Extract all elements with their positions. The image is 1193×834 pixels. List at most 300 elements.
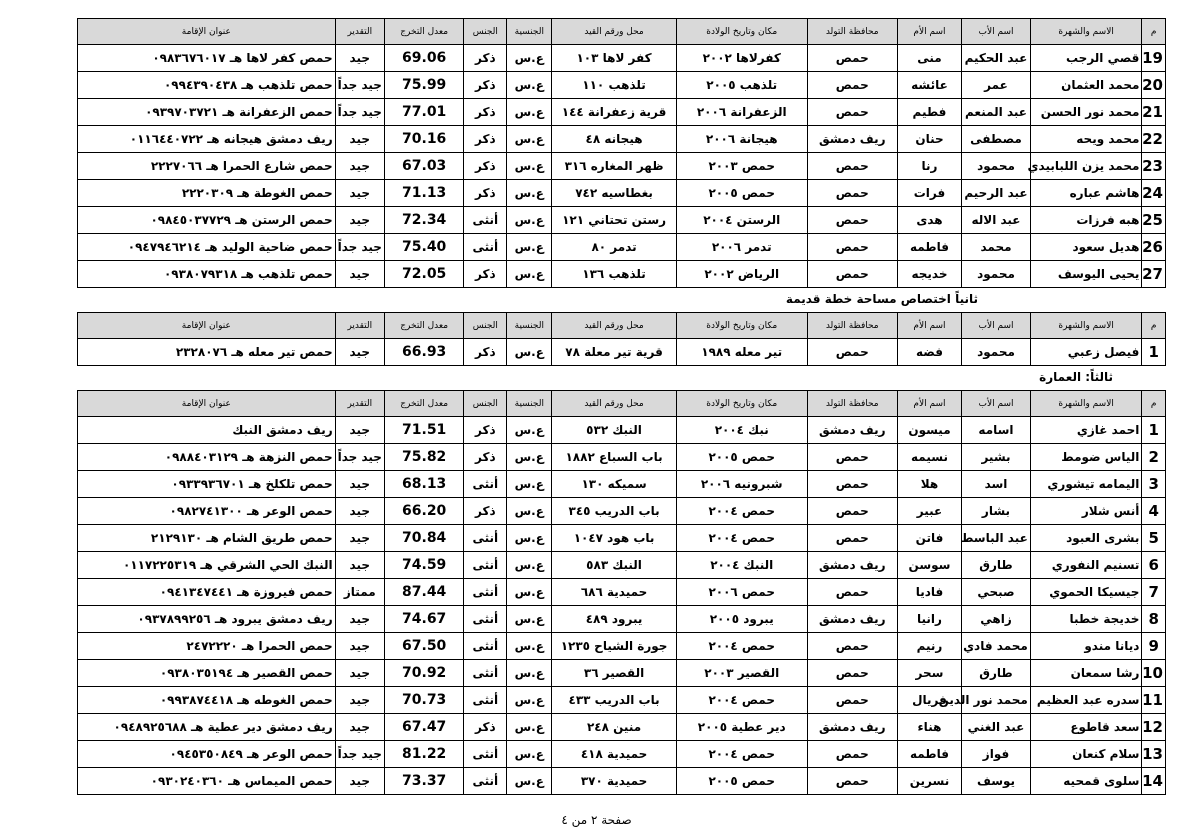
cell-birth-place-date: الرستن ٢٠٠٤: [676, 207, 807, 234]
cell-mother-name: فرات: [897, 180, 961, 207]
cell-birth-governorate: ريف دمشق: [807, 714, 897, 741]
table-row: [78, 444, 1166, 471]
cell-residence-address: حمص تلذهب هـ ٠٩٣٨٠٧٩٣١٨: [78, 261, 336, 288]
cell-birth-place-date: حمص ٢٠٠٦: [676, 579, 807, 606]
table-row: [78, 606, 1166, 633]
header-mother-name: اسم الأم: [897, 391, 961, 417]
cell-registry-place-number: يبرود ٤٨٩: [552, 606, 676, 633]
cell-grade: جيد: [335, 207, 384, 234]
cell-graduation-average: 75.82: [384, 444, 463, 471]
cell-nationality: ع.س: [507, 498, 552, 525]
table-row: [78, 45, 1166, 72]
cell-graduation-average: 81.22: [384, 741, 463, 768]
cell-graduation-average: 67.47: [384, 714, 463, 741]
cell-row-number: 12: [1142, 714, 1166, 741]
cell-grade: جيد جداً: [335, 234, 384, 261]
cell-birth-place-date: حمص ٢٠٠٤: [676, 741, 807, 768]
cell-residence-address: حمص شارع الحمرا هـ ٢٢٢٧٠٦٦: [78, 153, 336, 180]
cell-birth-place-date: حمص ٢٠٠٥: [676, 768, 807, 795]
section2-heading: ثانياً اختصاص مساحة خطة قديمة: [785, 292, 978, 306]
table-header-row: [78, 19, 1166, 45]
cell-birth-governorate: حمص: [807, 660, 897, 687]
header-graduation-average: معدل التخرج: [384, 313, 463, 339]
cell-graduation-average: 67.03: [384, 153, 463, 180]
cell-registry-place-number: باب الدريب ٤٣٣: [552, 687, 676, 714]
table-row: [78, 153, 1166, 180]
table-row: [78, 180, 1166, 207]
cell-birth-governorate: حمص: [807, 768, 897, 795]
cell-nationality: ع.س: [507, 741, 552, 768]
cell-father-name: صبحي: [962, 579, 1031, 606]
cell-student-name: أنس شلار: [1030, 498, 1142, 525]
cell-gender: ذكر: [464, 261, 507, 288]
cell-student-name: سعد قاطوع: [1030, 714, 1142, 741]
cell-registry-place-number: قرية زعفرانة ١٤٤: [552, 99, 676, 126]
students-table-section1: [77, 18, 1166, 288]
cell-birth-governorate: حمص: [807, 180, 897, 207]
cell-father-name: مصطفى: [962, 126, 1031, 153]
cell-grade: جيد: [335, 714, 384, 741]
cell-father-name: عبد المنعم: [962, 99, 1031, 126]
cell-father-name: محمد: [962, 234, 1031, 261]
cell-row-number: 10: [1142, 660, 1166, 687]
header-residence-address: عنوان الإقامة: [78, 313, 336, 339]
cell-birth-governorate: حمص: [807, 741, 897, 768]
cell-registry-place-number: القصير ٣٦: [552, 660, 676, 687]
header-birth-governorate: محافظة التولد: [807, 391, 897, 417]
cell-father-name: محمد نور الدين: [962, 687, 1031, 714]
cell-student-name: محمد نور الحسن: [1030, 99, 1142, 126]
cell-mother-name: نسرين: [897, 768, 961, 795]
table-header-row: [78, 313, 1166, 339]
cell-grade: جيد: [335, 339, 384, 366]
cell-birth-place-date: حمص ٢٠٠٤: [676, 525, 807, 552]
cell-gender: ذكر: [464, 714, 507, 741]
cell-row-number: 1: [1142, 339, 1166, 366]
cell-nationality: ع.س: [507, 417, 552, 444]
cell-father-name: محمود: [962, 339, 1031, 366]
cell-gender: أنثى: [464, 234, 507, 261]
cell-student-name: هاشم عباره: [1030, 180, 1142, 207]
table-row: [78, 741, 1166, 768]
cell-father-name: طارق: [962, 552, 1031, 579]
table-row: [78, 768, 1166, 795]
cell-residence-address: حمص طريق الشام هـ ٢١٢٩١٣٠: [78, 525, 336, 552]
cell-father-name: عبد الاله: [962, 207, 1031, 234]
cell-father-name: عبد الباسط: [962, 525, 1031, 552]
table-row: [78, 687, 1166, 714]
students-table-section3: [77, 390, 1166, 795]
cell-student-name: خديجة خطبا: [1030, 606, 1142, 633]
cell-residence-address: حمص الوعر هـ ٠٩٤٥٣٥٠٨٤٩: [78, 741, 336, 768]
cell-gender: أنثى: [464, 525, 507, 552]
cell-graduation-average: 74.67: [384, 606, 463, 633]
cell-birth-place-date: الرياض ٢٠٠٢: [676, 261, 807, 288]
cell-nationality: ع.س: [507, 660, 552, 687]
cell-father-name: اسد: [962, 471, 1031, 498]
table-row: [78, 633, 1166, 660]
cell-gender: ذكر: [464, 126, 507, 153]
cell-mother-name: فاديا: [897, 579, 961, 606]
cell-grade: جيد: [335, 552, 384, 579]
cell-nationality: ع.س: [507, 234, 552, 261]
cell-gender: أنثى: [464, 606, 507, 633]
cell-graduation-average: 74.59: [384, 552, 463, 579]
cell-student-name: سلام كنعان: [1030, 741, 1142, 768]
cell-graduation-average: 70.73: [384, 687, 463, 714]
cell-residence-address: حمص الحمرا هـ ٢٤٧٢٢٢٠: [78, 633, 336, 660]
table-row: [78, 261, 1166, 288]
cell-grade: جيد: [335, 687, 384, 714]
cell-row-number: 8: [1142, 606, 1166, 633]
cell-row-number: 21: [1142, 99, 1166, 126]
cell-birth-place-date: كفرلاها ٢٠٠٢: [676, 45, 807, 72]
section3-heading: ثالثاً: العمارة: [1039, 370, 1113, 384]
cell-nationality: ع.س: [507, 153, 552, 180]
cell-gender: ذكر: [464, 444, 507, 471]
table-row: [78, 126, 1166, 153]
cell-father-name: طارق: [962, 660, 1031, 687]
cell-mother-name: عبير: [897, 498, 961, 525]
table-row: [78, 498, 1166, 525]
table-row: [78, 660, 1166, 687]
cell-grade: جيد: [335, 471, 384, 498]
cell-gender: أنثى: [464, 633, 507, 660]
cell-residence-address: ريف دمشق دير عطية هـ ٠٩٤٨٩٢٥٦٨٨: [78, 714, 336, 741]
cell-residence-address: حمص القصير هـ ٠٩٣٨٠٣٥١٩٤: [78, 660, 336, 687]
cell-mother-name: هدى: [897, 207, 961, 234]
cell-registry-place-number: تلذهب ١١٠: [552, 72, 676, 99]
header-graduation-average: معدل التخرج: [384, 19, 463, 45]
cell-student-name: محمد يزن اللبابيدي: [1030, 153, 1142, 180]
cell-birth-governorate: حمص: [807, 45, 897, 72]
students-table-section2: [77, 312, 1166, 366]
cell-gender: أنثى: [464, 471, 507, 498]
cell-grade: جيد جداً: [335, 99, 384, 126]
table-row: [78, 234, 1166, 261]
cell-registry-place-number: هيجانه ٤٨: [552, 126, 676, 153]
cell-mother-name: فاطمه: [897, 234, 961, 261]
cell-father-name: اسامه: [962, 417, 1031, 444]
cell-student-name: قصي الرجب: [1030, 45, 1142, 72]
cell-student-name: هبه فرزات: [1030, 207, 1142, 234]
cell-gender: ذكر: [464, 45, 507, 72]
cell-grade: ممتاز: [335, 579, 384, 606]
cell-graduation-average: 67.50: [384, 633, 463, 660]
cell-registry-place-number: حميدية ٣٧٠: [552, 768, 676, 795]
header-residence-address: عنوان الإقامة: [78, 391, 336, 417]
cell-gender: أنثى: [464, 768, 507, 795]
header-registry-place-number: محل ورقم القيد: [552, 313, 676, 339]
cell-student-name: يحيى اليوسف: [1030, 261, 1142, 288]
cell-birth-place-date: حمص ٢٠٠٤: [676, 633, 807, 660]
table-header-row: [78, 391, 1166, 417]
header-birth-governorate: محافظة التولد: [807, 313, 897, 339]
cell-grade: جيد: [335, 153, 384, 180]
cell-residence-address: ريف دمشق يبرود هـ ٠٩٣٧٨٩٩٢٥٦: [78, 606, 336, 633]
cell-residence-address: حمص الغوطة هـ ٢٢٢٠٣٠٩: [78, 180, 336, 207]
cell-student-name: ديانا مندو: [1030, 633, 1142, 660]
cell-birth-governorate: حمص: [807, 471, 897, 498]
cell-mother-name: فطيم: [897, 99, 961, 126]
header-mother-name: اسم الأم: [897, 19, 961, 45]
cell-residence-address: ريف دمشق هيجانه هـ ٠١١٦٤٤٠٧٢٢: [78, 126, 336, 153]
cell-nationality: ع.س: [507, 261, 552, 288]
cell-nationality: ع.س: [507, 606, 552, 633]
cell-grade: جيد جداً: [335, 444, 384, 471]
cell-grade: جيد: [335, 45, 384, 72]
cell-nationality: ع.س: [507, 687, 552, 714]
cell-gender: أنثى: [464, 579, 507, 606]
cell-registry-place-number: النبك ٥٣٢: [552, 417, 676, 444]
cell-row-number: 23: [1142, 153, 1166, 180]
cell-mother-name: هناء: [897, 714, 961, 741]
cell-gender: ذكر: [464, 180, 507, 207]
cell-residence-address: حمص تير معله هـ ٢٣٢٨٠٧٦: [78, 339, 336, 366]
cell-mother-name: خديجه: [897, 261, 961, 288]
cell-mother-name: فاتن: [897, 525, 961, 552]
header-student-name: الاسم والشهرة: [1030, 313, 1142, 339]
cell-row-number: 25: [1142, 207, 1166, 234]
cell-birth-governorate: ريف دمشق: [807, 606, 897, 633]
cell-father-name: فواز: [962, 741, 1031, 768]
cell-birth-place-date: الزعفرانة ٢٠٠٦: [676, 99, 807, 126]
cell-birth-place-date: دير عطية ٢٠٠٥: [676, 714, 807, 741]
cell-nationality: ع.س: [507, 207, 552, 234]
cell-registry-place-number: باب هود ١٠٤٧: [552, 525, 676, 552]
cell-birth-governorate: ريف دمشق: [807, 417, 897, 444]
header-birth-place-date: مكان وتاريخ الولادة: [676, 19, 807, 45]
cell-row-number: 20: [1142, 72, 1166, 99]
header-nationality: الجنسية: [507, 19, 552, 45]
cell-row-number: 14: [1142, 768, 1166, 795]
header-gender: الجنس: [464, 19, 507, 45]
cell-registry-place-number: حميدية ٤١٨: [552, 741, 676, 768]
cell-gender: ذكر: [464, 72, 507, 99]
cell-nationality: ع.س: [507, 126, 552, 153]
header-gender: الجنس: [464, 391, 507, 417]
cell-gender: أنثى: [464, 207, 507, 234]
cell-gender: أنثى: [464, 660, 507, 687]
cell-registry-place-number: بغطاسيه ٧٤٢: [552, 180, 676, 207]
table-row: [78, 207, 1166, 234]
cell-graduation-average: 75.40: [384, 234, 463, 261]
cell-graduation-average: 70.84: [384, 525, 463, 552]
cell-registry-place-number: تلذهب ١٣٦: [552, 261, 676, 288]
cell-graduation-average: 72.34: [384, 207, 463, 234]
cell-birth-governorate: حمص: [807, 234, 897, 261]
cell-birth-place-date: حمص ٢٠٠٥: [676, 180, 807, 207]
header-mother-name: اسم الأم: [897, 313, 961, 339]
cell-registry-place-number: تدمر ٨٠: [552, 234, 676, 261]
cell-grade: جيد: [335, 525, 384, 552]
cell-nationality: ع.س: [507, 471, 552, 498]
table-row: [78, 339, 1166, 366]
cell-nationality: ع.س: [507, 72, 552, 99]
cell-row-number: 27: [1142, 261, 1166, 288]
cell-residence-address: حمص الغوطه هـ ٠٩٩٣٨٧٤٤١٨: [78, 687, 336, 714]
cell-graduation-average: 66.93: [384, 339, 463, 366]
header-birth-place-date: مكان وتاريخ الولادة: [676, 391, 807, 417]
header-student-name: الاسم والشهرة: [1030, 19, 1142, 45]
cell-graduation-average: 71.51: [384, 417, 463, 444]
header-row-number: م: [1142, 313, 1166, 339]
cell-row-number: 26: [1142, 234, 1166, 261]
cell-nationality: ع.س: [507, 339, 552, 366]
cell-student-name: اليمامه تيشوري: [1030, 471, 1142, 498]
cell-row-number: 24: [1142, 180, 1166, 207]
table-row: [78, 99, 1166, 126]
cell-father-name: عبد الرحيم: [962, 180, 1031, 207]
cell-grade: جيد: [335, 660, 384, 687]
cell-grade: جيد: [335, 498, 384, 525]
cell-birth-governorate: حمص: [807, 207, 897, 234]
cell-birth-governorate: ريف دمشق: [807, 126, 897, 153]
cell-row-number: 5: [1142, 525, 1166, 552]
cell-grade: جيد جداً: [335, 72, 384, 99]
cell-birth-place-date: نبك ٢٠٠٤: [676, 417, 807, 444]
cell-father-name: محمود: [962, 261, 1031, 288]
cell-registry-place-number: قرية تير معلة ٧٨: [552, 339, 676, 366]
cell-nationality: ع.س: [507, 768, 552, 795]
header-father-name: اسم الأب: [962, 391, 1031, 417]
cell-graduation-average: 69.06: [384, 45, 463, 72]
cell-birth-governorate: حمص: [807, 498, 897, 525]
header-birth-governorate: محافظة التولد: [807, 19, 897, 45]
cell-student-name: محمد ويحه: [1030, 126, 1142, 153]
cell-father-name: محمود: [962, 153, 1031, 180]
cell-gender: ذكر: [464, 153, 507, 180]
cell-grade: جيد: [335, 180, 384, 207]
cell-residence-address: حمص النزهة هـ ٠٩٨٨٤٠٣١٢٩: [78, 444, 336, 471]
header-row-number: م: [1142, 391, 1166, 417]
cell-nationality: ع.س: [507, 444, 552, 471]
cell-birth-governorate: حمص: [807, 444, 897, 471]
header-grade: التقدير: [335, 391, 384, 417]
cell-residence-address: ريف دمشق النبك: [78, 417, 336, 444]
cell-mother-name: فريال: [897, 687, 961, 714]
header-father-name: اسم الأب: [962, 313, 1031, 339]
cell-residence-address: حمص كفر لاها هـ ٠٩٨٣٦٧٦٠١٧: [78, 45, 336, 72]
cell-father-name: عمر: [962, 72, 1031, 99]
cell-residence-address: حمص تلكلخ هـ ٠٩٣٣٩٣٦٧٠١: [78, 471, 336, 498]
cell-student-name: احمد غازي: [1030, 417, 1142, 444]
cell-graduation-average: 70.16: [384, 126, 463, 153]
cell-mother-name: عائشه: [897, 72, 961, 99]
cell-row-number: 7: [1142, 579, 1166, 606]
cell-row-number: 9: [1142, 633, 1166, 660]
cell-father-name: عبد الحكيم: [962, 45, 1031, 72]
cell-registry-place-number: سميكه ١٣٠: [552, 471, 676, 498]
cell-graduation-average: 72.05: [384, 261, 463, 288]
cell-father-name: عبد الغني: [962, 714, 1031, 741]
cell-mother-name: فضه: [897, 339, 961, 366]
cell-grade: جيد: [335, 606, 384, 633]
cell-graduation-average: 75.99: [384, 72, 463, 99]
cell-registry-place-number: رستن تحتاني ١٢١: [552, 207, 676, 234]
cell-residence-address: حمص الرستن هـ ٠٩٨٤٥٠٣٧٧٢٩: [78, 207, 336, 234]
cell-mother-name: ميسون: [897, 417, 961, 444]
cell-row-number: 4: [1142, 498, 1166, 525]
header-gender: الجنس: [464, 313, 507, 339]
table-row: [78, 417, 1166, 444]
cell-row-number: 22: [1142, 126, 1166, 153]
cell-nationality: ع.س: [507, 552, 552, 579]
cell-mother-name: سوسن: [897, 552, 961, 579]
cell-mother-name: فاطمه: [897, 741, 961, 768]
cell-gender: ذكر: [464, 339, 507, 366]
cell-student-name: فيصل زعبي: [1030, 339, 1142, 366]
cell-birth-place-date: حمص ٢٠٠٤: [676, 498, 807, 525]
cell-birth-place-date: يبرود ٢٠٠٥: [676, 606, 807, 633]
cell-student-name: تسنيم النفوري: [1030, 552, 1142, 579]
cell-graduation-average: 66.20: [384, 498, 463, 525]
header-residence-address: عنوان الإقامة: [78, 19, 336, 45]
cell-student-name: محمد العثمان: [1030, 72, 1142, 99]
cell-nationality: ع.س: [507, 714, 552, 741]
cell-registry-place-number: ظهر المغاره ٣١٦: [552, 153, 676, 180]
cell-mother-name: رنيم: [897, 633, 961, 660]
cell-mother-name: هلا: [897, 471, 961, 498]
header-row-number: م: [1142, 19, 1166, 45]
header-registry-place-number: محل ورقم القيد: [552, 19, 676, 45]
cell-registry-place-number: باب الدريب ٣٤٥: [552, 498, 676, 525]
cell-residence-address: حمص ضاحية الوليد هـ ٠٩٤٧٩٤٦٢١٤: [78, 234, 336, 261]
header-registry-place-number: محل ورقم القيد: [552, 391, 676, 417]
cell-graduation-average: 77.01: [384, 99, 463, 126]
cell-grade: جيد جداً: [335, 741, 384, 768]
cell-birth-governorate: حمص: [807, 687, 897, 714]
cell-registry-place-number: حميدية ٦٨٦: [552, 579, 676, 606]
cell-residence-address: حمص فيروزة هـ ٠٩٤١٣٤٧٤٤١: [78, 579, 336, 606]
header-birth-place-date: مكان وتاريخ الولادة: [676, 313, 807, 339]
cell-grade: جيد: [335, 633, 384, 660]
header-grade: التقدير: [335, 313, 384, 339]
cell-father-name: بشار: [962, 498, 1031, 525]
cell-father-name: زاهي: [962, 606, 1031, 633]
table-row: [78, 72, 1166, 99]
cell-student-name: رشا سمعان: [1030, 660, 1142, 687]
cell-student-name: بشرى العبود: [1030, 525, 1142, 552]
cell-student-name: الياس ضومط: [1030, 444, 1142, 471]
cell-birth-place-date: تدمر ٢٠٠٦: [676, 234, 807, 261]
cell-gender: ذكر: [464, 99, 507, 126]
header-father-name: اسم الأب: [962, 19, 1031, 45]
header-graduation-average: معدل التخرج: [384, 391, 463, 417]
cell-mother-name: حنان: [897, 126, 961, 153]
cell-nationality: ع.س: [507, 633, 552, 660]
cell-birth-place-date: حمص ٢٠٠٤: [676, 687, 807, 714]
cell-student-name: جيسيكا الحموي: [1030, 579, 1142, 606]
cell-graduation-average: 87.44: [384, 579, 463, 606]
cell-birth-place-date: تير معله ١٩٨٩: [676, 339, 807, 366]
cell-nationality: ع.س: [507, 99, 552, 126]
cell-nationality: ع.س: [507, 45, 552, 72]
cell-birth-governorate: حمص: [807, 339, 897, 366]
cell-birth-place-date: حمص ٢٠٠٣: [676, 153, 807, 180]
cell-graduation-average: 73.37: [384, 768, 463, 795]
cell-residence-address: حمص تلذهب هـ ٠٩٩٤٣٩٠٤٣٨: [78, 72, 336, 99]
cell-birth-governorate: حمص: [807, 99, 897, 126]
cell-grade: جيد: [335, 417, 384, 444]
cell-row-number: 19: [1142, 45, 1166, 72]
cell-row-number: 13: [1142, 741, 1166, 768]
cell-birth-governorate: حمص: [807, 633, 897, 660]
cell-birth-governorate: حمص: [807, 72, 897, 99]
cell-row-number: 6: [1142, 552, 1166, 579]
cell-birth-place-date: تلذهب ٢٠٠٥: [676, 72, 807, 99]
cell-residence-address: حمص الميماس هـ ٠٩٣٠٢٤٠٣٦٠: [78, 768, 336, 795]
